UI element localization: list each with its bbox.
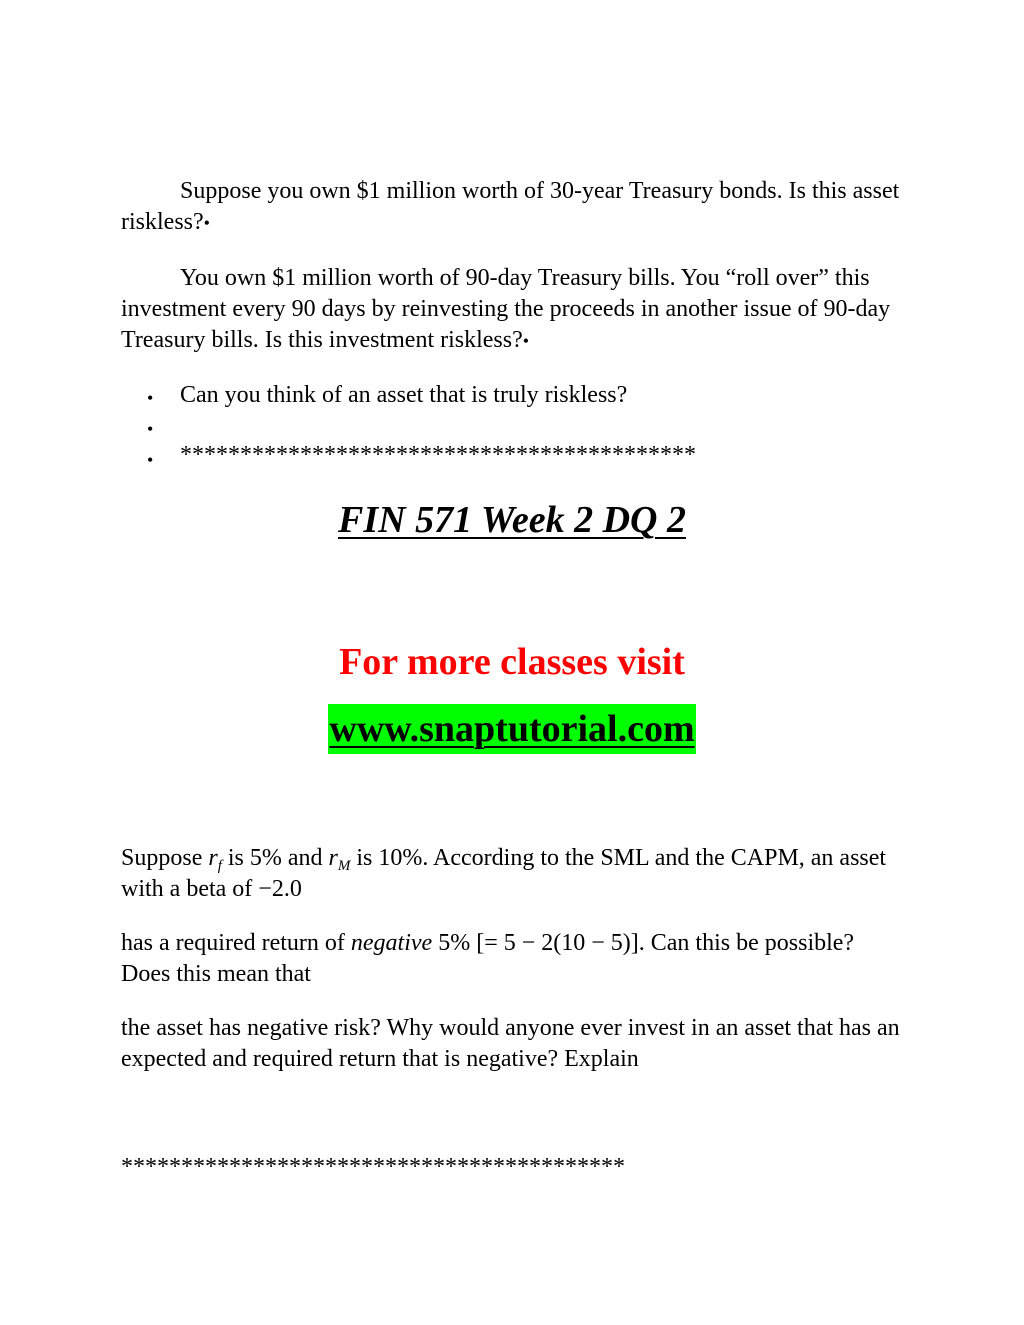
intro-question-bonds-text: Suppose you own $1 million worth of 30-year Treasury bonds. Is this asset riskless? bbox=[121, 178, 900, 235]
website-container bbox=[0, 704, 1024, 754]
visit-heading: For more classes visit bbox=[339, 641, 685, 683]
footer-separator: ****************************************** bbox=[121, 1154, 625, 1180]
capm-question-paragraph-1 bbox=[121, 843, 901, 905]
capm-text-tail: is 10%. According to the SML and the CAPM, an asset with a beta of −2.0 bbox=[121, 845, 887, 902]
bullet-icon: • bbox=[203, 213, 210, 233]
market-return-symbol bbox=[328, 845, 351, 874]
market-return-symbol-base: r bbox=[328, 845, 338, 871]
capm-p2-lead: has a required return of bbox=[121, 930, 351, 956]
capm-text-middle: is 5% and bbox=[221, 845, 329, 871]
website-link[interactable]: www.snaptutorial.com bbox=[328, 704, 695, 754]
risk-free-symbol-base: r bbox=[208, 845, 218, 871]
capm-p2-emphasis: negative bbox=[350, 930, 433, 956]
risk-free-symbol-sub: f bbox=[217, 858, 222, 874]
risk-free-symbol bbox=[208, 845, 222, 874]
capm-text-lead: Suppose bbox=[121, 845, 209, 871]
capm-question-paragraph-2 bbox=[121, 928, 901, 990]
page-title: FIN 571 Week 2 DQ 2 bbox=[338, 499, 686, 541]
intro-question-bills-text: You own $1 million worth of 90-day Treasury bills. You “roll over” this investment every 90 days by reinvesting the proceeds in another issue of 90-day Treasury bills. Is this investment riskless? bbox=[121, 265, 891, 353]
intro-question-bills bbox=[121, 263, 901, 357]
intro-question-bonds bbox=[121, 176, 901, 239]
capm-p2-tail: 5% [= 5 − 2(10 − 5)]. Can this be possible? Does this mean that bbox=[121, 930, 855, 987]
bullet-icon: • bbox=[522, 331, 530, 351]
bullet-item-stars: ******************************************* bbox=[180, 442, 696, 468]
market-return-symbol-sub: M bbox=[337, 858, 351, 874]
bullet-icon: • bbox=[147, 419, 154, 439]
bullet-icon: • bbox=[147, 450, 154, 470]
bullet-icon: • bbox=[147, 388, 154, 408]
capm-question-paragraph-3: the asset has negative risk? Why would anyone ever invest in an asset that has an expected and required return that is negative? Explain bbox=[121, 1015, 900, 1072]
bullet-item-riskless-asset: Can you think of an asset that is truly riskless? bbox=[180, 382, 628, 408]
